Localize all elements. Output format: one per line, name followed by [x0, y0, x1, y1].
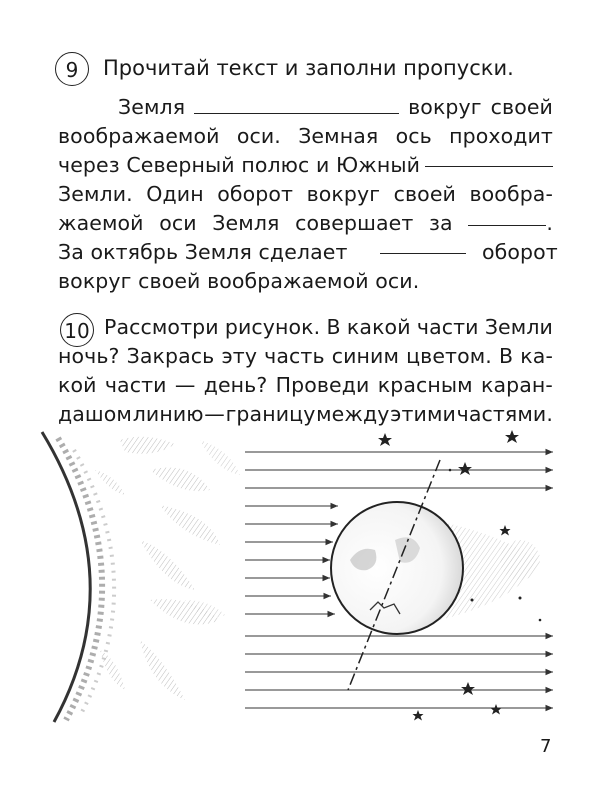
text: ка-: [520, 344, 553, 368]
text: каран-: [481, 373, 553, 397]
text: Один: [146, 182, 204, 206]
text: Земная: [298, 124, 379, 148]
text: оборот: [217, 182, 294, 206]
text: ось: [395, 124, 432, 148]
text: За октябрь Земля сделает: [58, 240, 348, 264]
text: жаемой: [58, 211, 144, 235]
text: вокруг своей воображаемой оси.: [58, 269, 420, 293]
text: кой: [58, 373, 97, 397]
text: рисунок.: [224, 315, 321, 339]
text: частями.: [456, 402, 553, 426]
text: своей: [393, 182, 456, 206]
text: линию: [132, 402, 204, 426]
sun-icon: [0, 432, 240, 725]
text: вообра-: [469, 182, 553, 206]
text: Земли: [484, 315, 553, 339]
text: Проведи: [275, 373, 370, 397]
text: за: [429, 211, 453, 235]
text: —: [204, 402, 225, 426]
task-9-title: Прочитай текст и заполни пропуски.: [103, 56, 514, 80]
text: В: [326, 315, 341, 339]
text: красным: [377, 373, 473, 397]
text: Земля: [212, 211, 280, 235]
text: границу: [225, 402, 316, 426]
text: между: [316, 402, 390, 426]
text: цветом.: [406, 344, 492, 368]
text: Закрась: [126, 344, 215, 368]
text: —: [174, 373, 196, 397]
text: .: [546, 211, 553, 235]
text: оси: [159, 211, 197, 235]
text: вокруг: [408, 95, 482, 119]
task-10-number: 10: [60, 313, 94, 347]
text: синим: [331, 344, 400, 368]
text: эту: [221, 344, 258, 368]
text: часть: [264, 344, 325, 368]
text: части: [104, 373, 167, 397]
text: вокруг: [306, 182, 381, 206]
text: дашом: [58, 402, 133, 426]
task-9-number: 9: [55, 52, 89, 86]
text: Земли.: [58, 182, 133, 206]
page-number: 7: [540, 736, 552, 757]
text: части: [416, 315, 479, 339]
text: через Северный полюс и Южный: [58, 153, 421, 177]
text: оси.: [236, 124, 281, 148]
text: Рассмотри: [104, 315, 219, 339]
text: какой: [346, 315, 411, 339]
text: день?: [203, 373, 268, 397]
text: воображаемой: [58, 124, 220, 148]
text: В: [499, 344, 514, 368]
text: совершает: [295, 211, 414, 235]
text: своей: [490, 95, 553, 119]
text: ночь?: [58, 344, 120, 368]
text: проходит: [449, 124, 553, 148]
text: этими: [390, 402, 456, 426]
text: оборот: [482, 240, 558, 264]
text: Земля: [118, 95, 186, 119]
